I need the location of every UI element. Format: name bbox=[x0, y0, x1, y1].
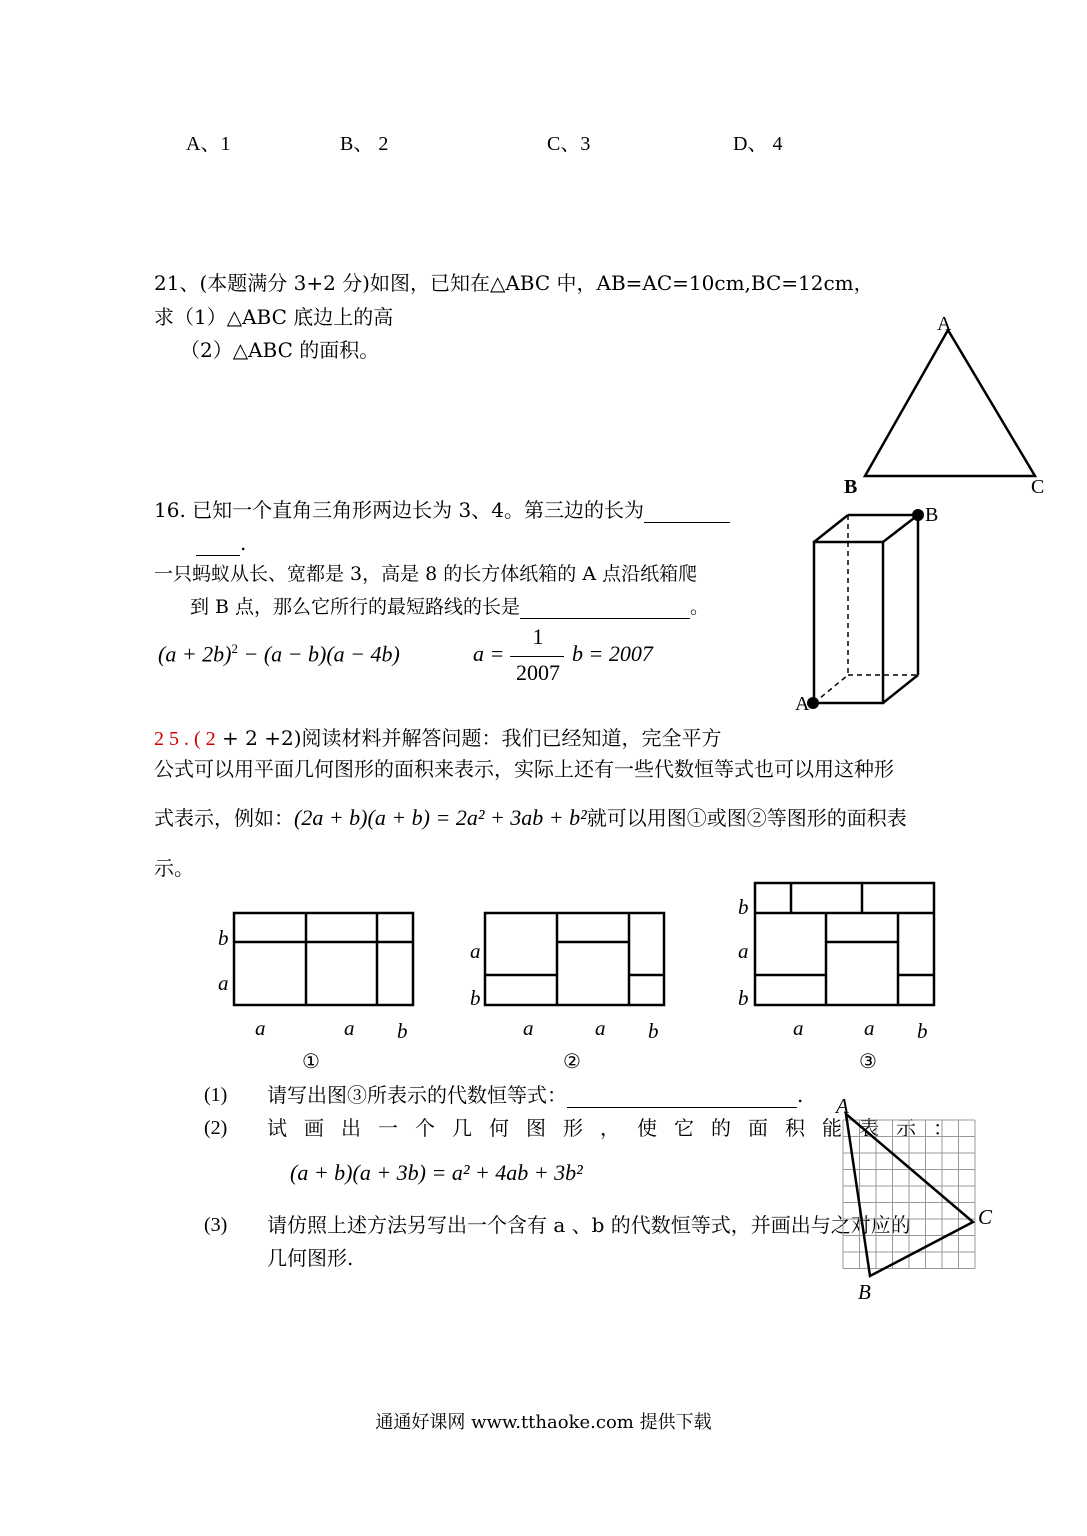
q16-frac-num: 1 bbox=[532, 624, 544, 649]
q21-line1: 21、(本题满分 3+2 分)如图，已知在△ABC 中，AB=AC=10cm,BC=12cm， bbox=[154, 271, 874, 295]
grid-vertex-c: C bbox=[978, 1205, 993, 1229]
point-a-label: A bbox=[795, 693, 810, 715]
fig1-label-a: a bbox=[218, 971, 229, 995]
point-b-label: B bbox=[925, 504, 939, 526]
fig3-label-x1: a bbox=[793, 1016, 804, 1040]
q16-frac-den: 2007 bbox=[516, 660, 560, 685]
q25-line3-prefix: 式表示，例如： bbox=[154, 806, 294, 830]
sub3-line2: 几何图形. bbox=[267, 1246, 354, 1270]
page-footer: 通通好课网 www.tthaoke.com 提供下载 bbox=[375, 1412, 712, 1433]
sub2-number: (2) bbox=[204, 1117, 228, 1139]
q21-line2: 求（1）△ABC 底边上的高 bbox=[154, 305, 394, 329]
choice-a: A、1 bbox=[186, 133, 231, 155]
fig3-label-x2: a bbox=[864, 1016, 875, 1040]
grid-lines bbox=[843, 1120, 975, 1269]
sub3-number: (3) bbox=[204, 1214, 228, 1236]
q16-text-label: 16. 已知一个直角三角形两边长为 3、4。第三边的长为 bbox=[154, 498, 644, 522]
fig2-label-x3: b bbox=[648, 1019, 659, 1043]
q21-line3: （2）△ABC 的面积。 bbox=[180, 338, 380, 362]
q25-line4: 示。 bbox=[154, 856, 194, 880]
fig2-label-b: b bbox=[470, 986, 481, 1010]
choice-d: D、 4 bbox=[733, 133, 783, 155]
fig1-label-x1: a bbox=[255, 1016, 266, 1040]
grid-vertex-b: B bbox=[858, 1280, 871, 1304]
sub1-number: (1) bbox=[204, 1084, 228, 1106]
vertex-a-label: A bbox=[937, 313, 952, 335]
vertex-c-label: C bbox=[1031, 476, 1045, 498]
grid-vertex-a: A bbox=[836, 1094, 849, 1118]
fig1-number: ① bbox=[302, 1049, 320, 1073]
q25-line1-text: + 2 +2)阅读材料并解答问题：我们已经知道，完全平方 bbox=[215, 726, 722, 750]
fig3-label-a: a bbox=[738, 939, 749, 963]
fig2-number: ② bbox=[563, 1049, 581, 1073]
q16-b-eq: b = 2007 bbox=[572, 641, 653, 666]
sub2-formula: (a + b)(a + 3b) = a² + 4ab + 3b² bbox=[290, 1160, 583, 1185]
fig3-label-b1: b bbox=[738, 895, 749, 919]
sub2-text: 试画出一个几何图形，使它的面积能表示： bbox=[267, 1116, 970, 1140]
fig2-label-x2: a bbox=[595, 1016, 606, 1040]
fig1-label-x2: a bbox=[344, 1016, 355, 1040]
q25-example-formula: (2a + b)(a + b) = 2a² + 3ab + b² bbox=[294, 805, 587, 830]
sub3-line1: 请仿照上述方法另写出一个含有 a 、b 的代数恒等式，并画出与之对应的 bbox=[267, 1213, 911, 1237]
fig2-label-x1: a bbox=[523, 1016, 534, 1040]
expr-sup: 2 bbox=[231, 641, 238, 656]
sub1-end: . bbox=[797, 1083, 804, 1107]
sub1-text: 请写出图③所表示的代数恒等式： bbox=[267, 1083, 567, 1107]
fig2-label-a: a bbox=[470, 939, 481, 963]
expr-left: (a + 2b) bbox=[158, 641, 232, 667]
q25-number: 2 5 . ( 2 bbox=[154, 728, 216, 750]
q25-line2: 公式可以用平面几何图形的面积来表示，实际上还有一些代数恒等式也可以用这种形 bbox=[154, 757, 894, 781]
fig1-label-b: b bbox=[218, 926, 229, 950]
fig1-label-x3: b bbox=[397, 1019, 408, 1043]
fig3-label-x3: b bbox=[917, 1019, 928, 1043]
fig3-label-b2: b bbox=[738, 986, 749, 1010]
fig3-number: ③ bbox=[859, 1049, 877, 1073]
q16-a-eq: a = bbox=[473, 641, 505, 666]
expr-rest: − (a − b)(a − 4b) bbox=[238, 641, 400, 667]
q16-ant-line2-text: 到 B 点，那么它所行的最短路线的长是 bbox=[190, 596, 521, 618]
vertex-b-label: B bbox=[844, 476, 858, 498]
q16-end-dot: . bbox=[240, 531, 247, 555]
q16-ant-line1: 一只蚂蚁从长、宽都是 3，高是 8 的长方体纸箱的 A 点沿纸箱爬 bbox=[154, 563, 698, 585]
choice-c: C、3 bbox=[547, 133, 591, 155]
choice-b: B、 2 bbox=[340, 133, 389, 155]
q16-ant-end: 。 bbox=[690, 596, 710, 618]
q25-line3-suffix: 就可以用图①或图②等图形的面积表 bbox=[586, 806, 907, 830]
